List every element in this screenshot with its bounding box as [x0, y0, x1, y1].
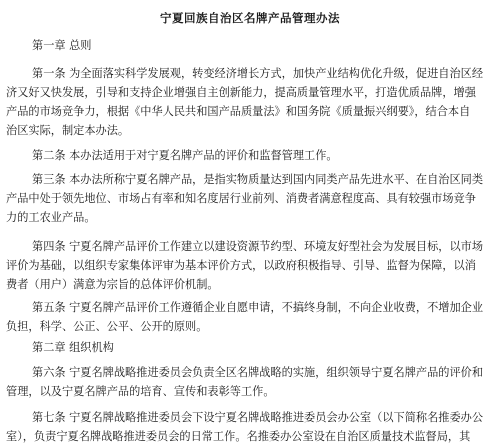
- article-line: 第六条 宁夏名牌战略推进委员会负责全区名牌战略的实施，组织领导宁夏名牌产品的评价和: [32, 366, 484, 379]
- article-line: 第三条 本办法所称宁夏名牌产品，是指实物质量达到国内同类产品先进水平、在自治区同类: [32, 173, 484, 186]
- article-line: 第二条 本办法适用于对宁夏名牌产品的评价和监督管理工作。: [32, 149, 338, 162]
- article-line: 第七条 宁夏名牌战略推进委员会下设宁夏名牌战略推进委员会办公室（以下简称名推委办公: [32, 411, 484, 424]
- document-title: 宁夏回族自治区名牌产品管理办法: [160, 11, 340, 25]
- chapter-heading: 第一章 总则: [32, 39, 92, 52]
- article-line: 治区实际，制定本办法。: [6, 124, 130, 137]
- article-line: 力的工农业产品。: [6, 211, 96, 224]
- article-line: 产品中处于领先地位、市场占有率和知名度居行业前列、消费者满意程度高、具有较强市场竞争: [6, 192, 476, 205]
- article-line: 管理，以及宁夏名牌产品的培育、宣传和表彰等工作。: [6, 385, 275, 398]
- article-line: 评价为基础，以组织专家集体评审为基本评价方式，以政府积极指导、引导、监督为保障，以消: [6, 259, 476, 272]
- article-line: 济又好又快发展，引导和支持企业增强自主创新能力，提高质量管理水平，打造优质品牌，增强: [6, 86, 476, 99]
- chapter-heading: 第二章 组织机构: [32, 341, 114, 354]
- article-line: 第一条 为全面落实科学发展观，转变经济增长方式，加快产业结构优化升级，促进自治区经: [32, 67, 484, 80]
- article-line: 第五条 宁夏名牌产品评价工作遵循企业自愿申请，不搞终身制，不向企业收费，不增加企业: [32, 301, 484, 314]
- article-line: 室），负责宁夏名牌战略推进委员会的日常工作。名推委办公室设在自治区质量技术监督局，其: [6, 430, 471, 443]
- article-line: 费者（用户）满意为宗旨的总体评价机制。: [6, 278, 219, 291]
- article-line: 负担，科学、公正、公平、公开的原则。: [6, 320, 208, 333]
- article-line: 第四条 宁夏名牌产品评价工作建立以建设资源节约型、环境友好型社会为发展目标，以市场: [32, 240, 484, 253]
- article-line: 产品的市场竞争力，根据《中华人民共和国产品质量法》和国务院《质量振兴纲要》，结合本自: [6, 105, 471, 118]
